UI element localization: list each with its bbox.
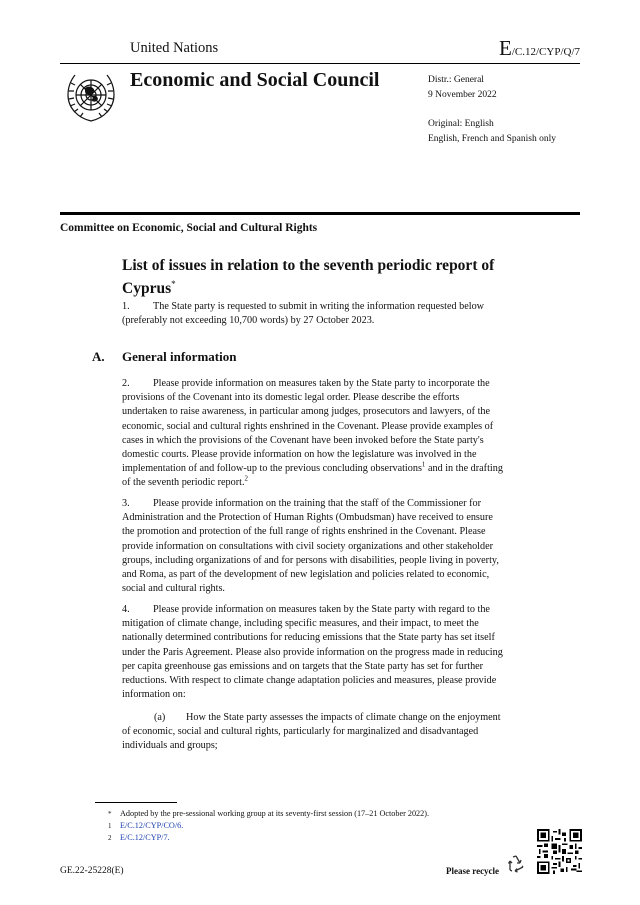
footnotes xyxy=(108,808,429,844)
issue-date: 9 November 2022 xyxy=(428,90,497,100)
un-emblem-icon xyxy=(60,66,122,128)
paragraph-number: 3. xyxy=(122,498,130,509)
committee-name: Committee on Economic, Social and Cultural Rights xyxy=(60,222,318,234)
symbol-rest: /C.12/CYP/Q/7 xyxy=(511,46,580,58)
qr-code-icon xyxy=(537,829,582,874)
document-title xyxy=(122,256,542,298)
title-line-2: Cyprus* xyxy=(122,279,176,298)
footnote-1-link[interactable]: E/C.12/CYP/CO/6. xyxy=(120,821,184,830)
title-line-1: List of issues in relation to the seventh periodic report of xyxy=(122,257,495,274)
paragraph-2: 2. Please provide information on measures taken by the State party to incorporate the provisions of the Covenant into its domestic legal order. Please describe the efforts undertaken to raise awareness, in particular among judges, prosecutors and lawyers, of the economic, social and cultural rights enshrined in the Covenant. Please provide examples of cases in which the provisions of the Covenant have been invoked before the State party's domestic courts. Please provide information on how the legislature was involved in the implementation of and follow-up to the previous concluding observations$^1$ and in the drafting of the seventh periodic report.$^2$ xyxy=(122,378,503,489)
council-title: Economic and Social Council xyxy=(130,69,380,91)
footnote-1: 1 E/C.12/CYP/CO/6. xyxy=(108,821,184,830)
document-symbol xyxy=(499,36,580,61)
recycle-label: Please recycle xyxy=(446,866,500,876)
symbol-prefix: E xyxy=(499,36,512,60)
footnote-ref-1: 1 xyxy=(421,460,426,469)
header-rule xyxy=(60,63,580,64)
footnote-2: 2 E/C.12/CYP/7. xyxy=(108,833,170,842)
thick-rule xyxy=(60,212,580,215)
recycle-icon xyxy=(505,853,527,875)
section-letter: A. xyxy=(92,349,105,364)
distribution: Distr.: General xyxy=(428,75,484,85)
title-footnote-mark: * xyxy=(171,279,176,289)
section-heading-a xyxy=(92,349,236,365)
languages: English, French and Spanish only xyxy=(428,134,556,144)
footnote-ref-2: 2 xyxy=(244,475,248,484)
footnote-star: * Adopted by the pre-sessional working group at its seventy-first session (17–21 October 2022). xyxy=(108,809,430,818)
paragraph-4a: (a) How the State party assesses the impacts of climate change on the enjoyment of economic, social and cultural rights, particularly for marginalized and disadvantaged individuals and groups; xyxy=(122,712,501,752)
paragraph-number: 4. xyxy=(122,604,130,615)
paragraph-4: 4. Please provide information on measures taken by the State party with regard to the mitigation of climate change, including specific measures, and their impact, to meet the nationally determined contributions for reducing emissions that the State party has set itself under the Paris Agreement. Please also provide information on the progress made in reducing per capita greenhouse gas emissions and on targets that the State party has set for further reductions. With respect to climate change adaptation policies and measures, please provide information on: xyxy=(122,604,503,701)
paragraph-3: 3. Please provide information on the training that the staff of the Commissioner for Administration and the Protection of Human Rights (Ombudsman) have received to ensure the promotion and protection of the full range of rights enshrined in the Covenant. Please provide information on consultations with civil society organizations and other stakeholder groups, including organizations of and for persons with disabilities, people living in poverty, and Roma, as part of the development of new legislation and policies related to economic, social and cultural rights. xyxy=(122,498,499,595)
org-name: United Nations xyxy=(130,40,219,56)
distribution-block xyxy=(428,73,556,147)
paragraph-number: 2. xyxy=(122,378,130,389)
paragraph-1: 1. The State party is requested to submit in writing the information requested below (preferably not exceeding 10,700 words) by 27 October 2023. xyxy=(122,301,485,327)
footnote-2-link[interactable]: E/C.12/CYP/7. xyxy=(120,833,170,842)
subparagraph-label: (a) xyxy=(154,712,166,723)
original-language: Original: English xyxy=(428,119,494,129)
job-number: GE.22-25228(E) xyxy=(60,866,124,876)
paragraph-number: 1. xyxy=(122,301,130,312)
footnote-rule xyxy=(95,802,177,803)
section-title: General information xyxy=(122,349,237,364)
